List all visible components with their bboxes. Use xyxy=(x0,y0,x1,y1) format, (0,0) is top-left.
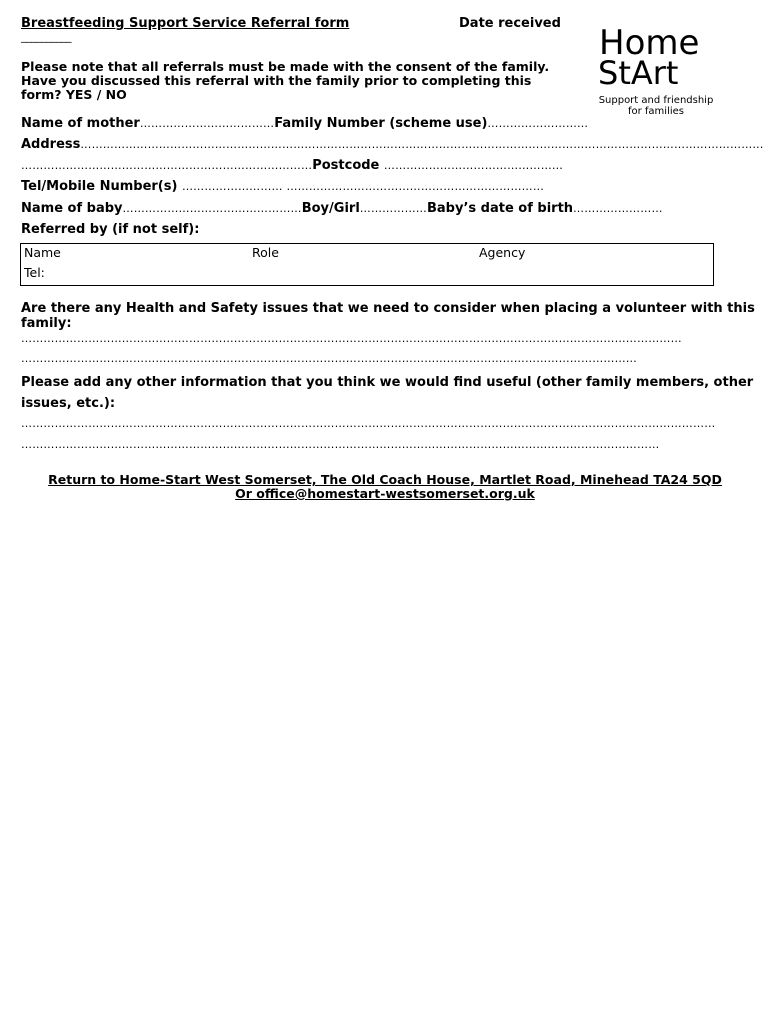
health-safety-question xyxy=(21,301,755,331)
boy-girl-input-line[interactable]: ……………… xyxy=(359,202,427,215)
logo-tagline-1: Support and friendship xyxy=(598,95,714,106)
home-start-logo xyxy=(596,18,721,118)
logo-tagline-2: for families xyxy=(627,106,685,117)
baby-name-label: Name of baby xyxy=(21,201,123,216)
return-email-link[interactable]: Or office@homestart-westsomerset.org.uk xyxy=(235,486,535,501)
consent-line-3: form? YES / NO xyxy=(21,87,127,102)
referrer-tel-field[interactable]: Tel: xyxy=(24,265,45,280)
referred-by-label: Referred by (if not self): xyxy=(21,222,200,237)
tel-row xyxy=(21,179,544,195)
baby-dob-input-line[interactable]: …………………… xyxy=(573,202,663,215)
health-safety-question-line-2: family: xyxy=(21,316,72,331)
mother-input-line[interactable]: ……………………………… xyxy=(139,117,275,130)
boy-girl-label: Boy/Girl xyxy=(301,201,360,216)
consent-notice xyxy=(21,60,549,102)
referrer-role-field[interactable]: Role xyxy=(252,245,279,260)
address-row xyxy=(21,137,764,153)
other-info-question-line-1: Please add any other information that you think we would find useful (other family members, other xyxy=(21,375,754,390)
tel-input-line[interactable]: ……………………… xyxy=(181,180,283,193)
family-number-input-line[interactable]: ……………………… xyxy=(487,117,589,130)
address-label: Address xyxy=(21,137,81,152)
mother-row xyxy=(21,116,588,132)
logo-word-start: StArt xyxy=(598,54,679,92)
date-received-label: Date received xyxy=(459,16,561,31)
health-safety-question-line-1: Are there any Health and Safety issues that we need to consider when placing a volunteer with this xyxy=(21,301,755,316)
address-input-line-2[interactable]: …………………………………………………………………… xyxy=(21,159,313,172)
referrer-agency-field[interactable]: Agency xyxy=(479,245,526,260)
other-info-input-line-2[interactable]: ……………………………………………………………………………………………………………………………………………………… xyxy=(21,438,660,451)
mother-label: Name of mother xyxy=(21,116,140,131)
baby-name-input-line[interactable]: ………………………………………… xyxy=(122,202,302,215)
health-safety-input-line-2[interactable]: ………………………………………………………………………………………………………………………………………………… xyxy=(21,352,637,365)
baby-row xyxy=(21,201,663,217)
other-info-question-line-2: issues, etc.): xyxy=(21,396,116,411)
postcode-label: Postcode xyxy=(312,158,384,173)
consent-line-2: Have you discussed this referral with the family prior to completing this xyxy=(21,73,532,88)
date-received-blank: __________ xyxy=(21,30,71,43)
other-info-input-line-1[interactable]: …………………………………………………………………………………………………………………………………………………………………… xyxy=(21,417,716,430)
form-title: Breastfeeding Support Service Referral form xyxy=(21,16,350,31)
baby-dob-label: Baby’s date of birth xyxy=(426,201,574,216)
other-info-question xyxy=(21,372,753,414)
tel-label: Tel/Mobile Number(s) xyxy=(21,179,182,194)
referrer-name-field[interactable]: Name xyxy=(24,245,61,260)
tel-input-line-2[interactable]: …………………………………………………………… xyxy=(282,180,545,193)
home-start-logo-graphic xyxy=(596,18,721,118)
referrer-details-box xyxy=(20,243,714,286)
postcode-input-line[interactable]: ………………………………………… xyxy=(383,159,564,172)
logo-word-home: Home xyxy=(599,23,700,63)
address-input-line[interactable]: ………………………………………………………………………………………………………………………………………………………………… xyxy=(80,138,764,151)
consent-line-1: Please note that all referrals must be made with the consent of the family. xyxy=(21,59,550,74)
family-number-label: Family Number (scheme use) xyxy=(274,116,488,131)
return-address: Return to Home-Start West Somerset, The Old Coach House, Martlet Road, Minehead TA24 5QD xyxy=(48,472,722,487)
postcode-row xyxy=(21,158,563,174)
health-safety-input-line-1[interactable]: …………………………………………………………………………………………………………………………………………………………… xyxy=(21,332,682,345)
